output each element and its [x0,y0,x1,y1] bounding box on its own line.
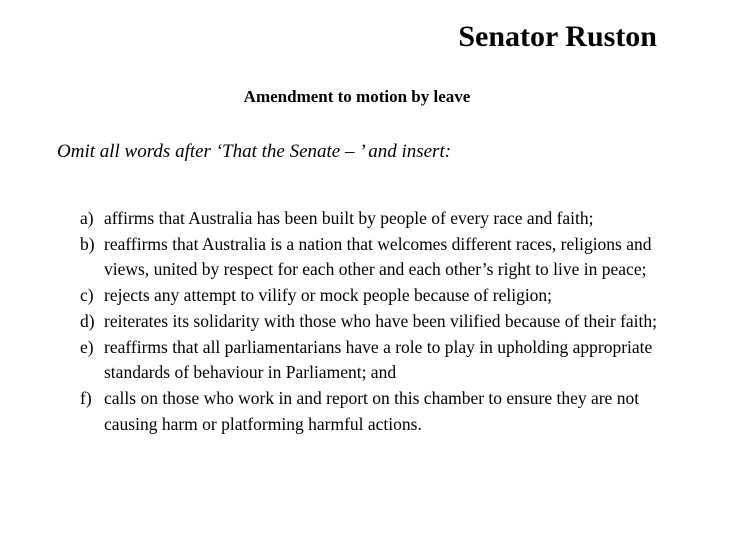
item-text: reiterates its solidarity with those who have been vilified because of their faith; [104,310,658,331]
list-item [80,283,670,309]
senator-name: Senator Ruston [458,20,657,53]
item-text: rejects any attempt to vilify or mock people because of religion; [104,285,553,306]
item-text: calls on those who work in and report on this chamber to ensure they are not causing harm or platforming harmful actions. [104,387,640,434]
item-marker: d) [80,310,95,331]
amendment-instruction: Omit all words after ‘That the Senate – ’ and insert: [57,141,452,162]
item-text: reaffirms that Australia is a nation that welcomes different races, religions and views, united by respect for each other and each other’s right to live in peace; [104,233,652,280]
amendment-heading: Amendment to motion by leave [243,87,471,106]
list-item [80,335,670,386]
list-item [80,206,670,232]
list-item [80,232,670,283]
item-marker: c) [80,285,94,306]
item-marker: e) [80,336,94,357]
item-marker: f) [80,387,92,408]
item-marker: b) [80,233,95,254]
amendment-items-list [80,206,670,437]
item-marker: a) [80,208,94,228]
list-item [80,386,670,437]
item-text: affirms that Australia has been built by people of every race and faith; [104,208,594,228]
item-text: reaffirms that all parliamentarians have a role to play in upholding appropriate standards of behaviour in Parliament; and [104,336,653,383]
list-item [80,309,670,335]
